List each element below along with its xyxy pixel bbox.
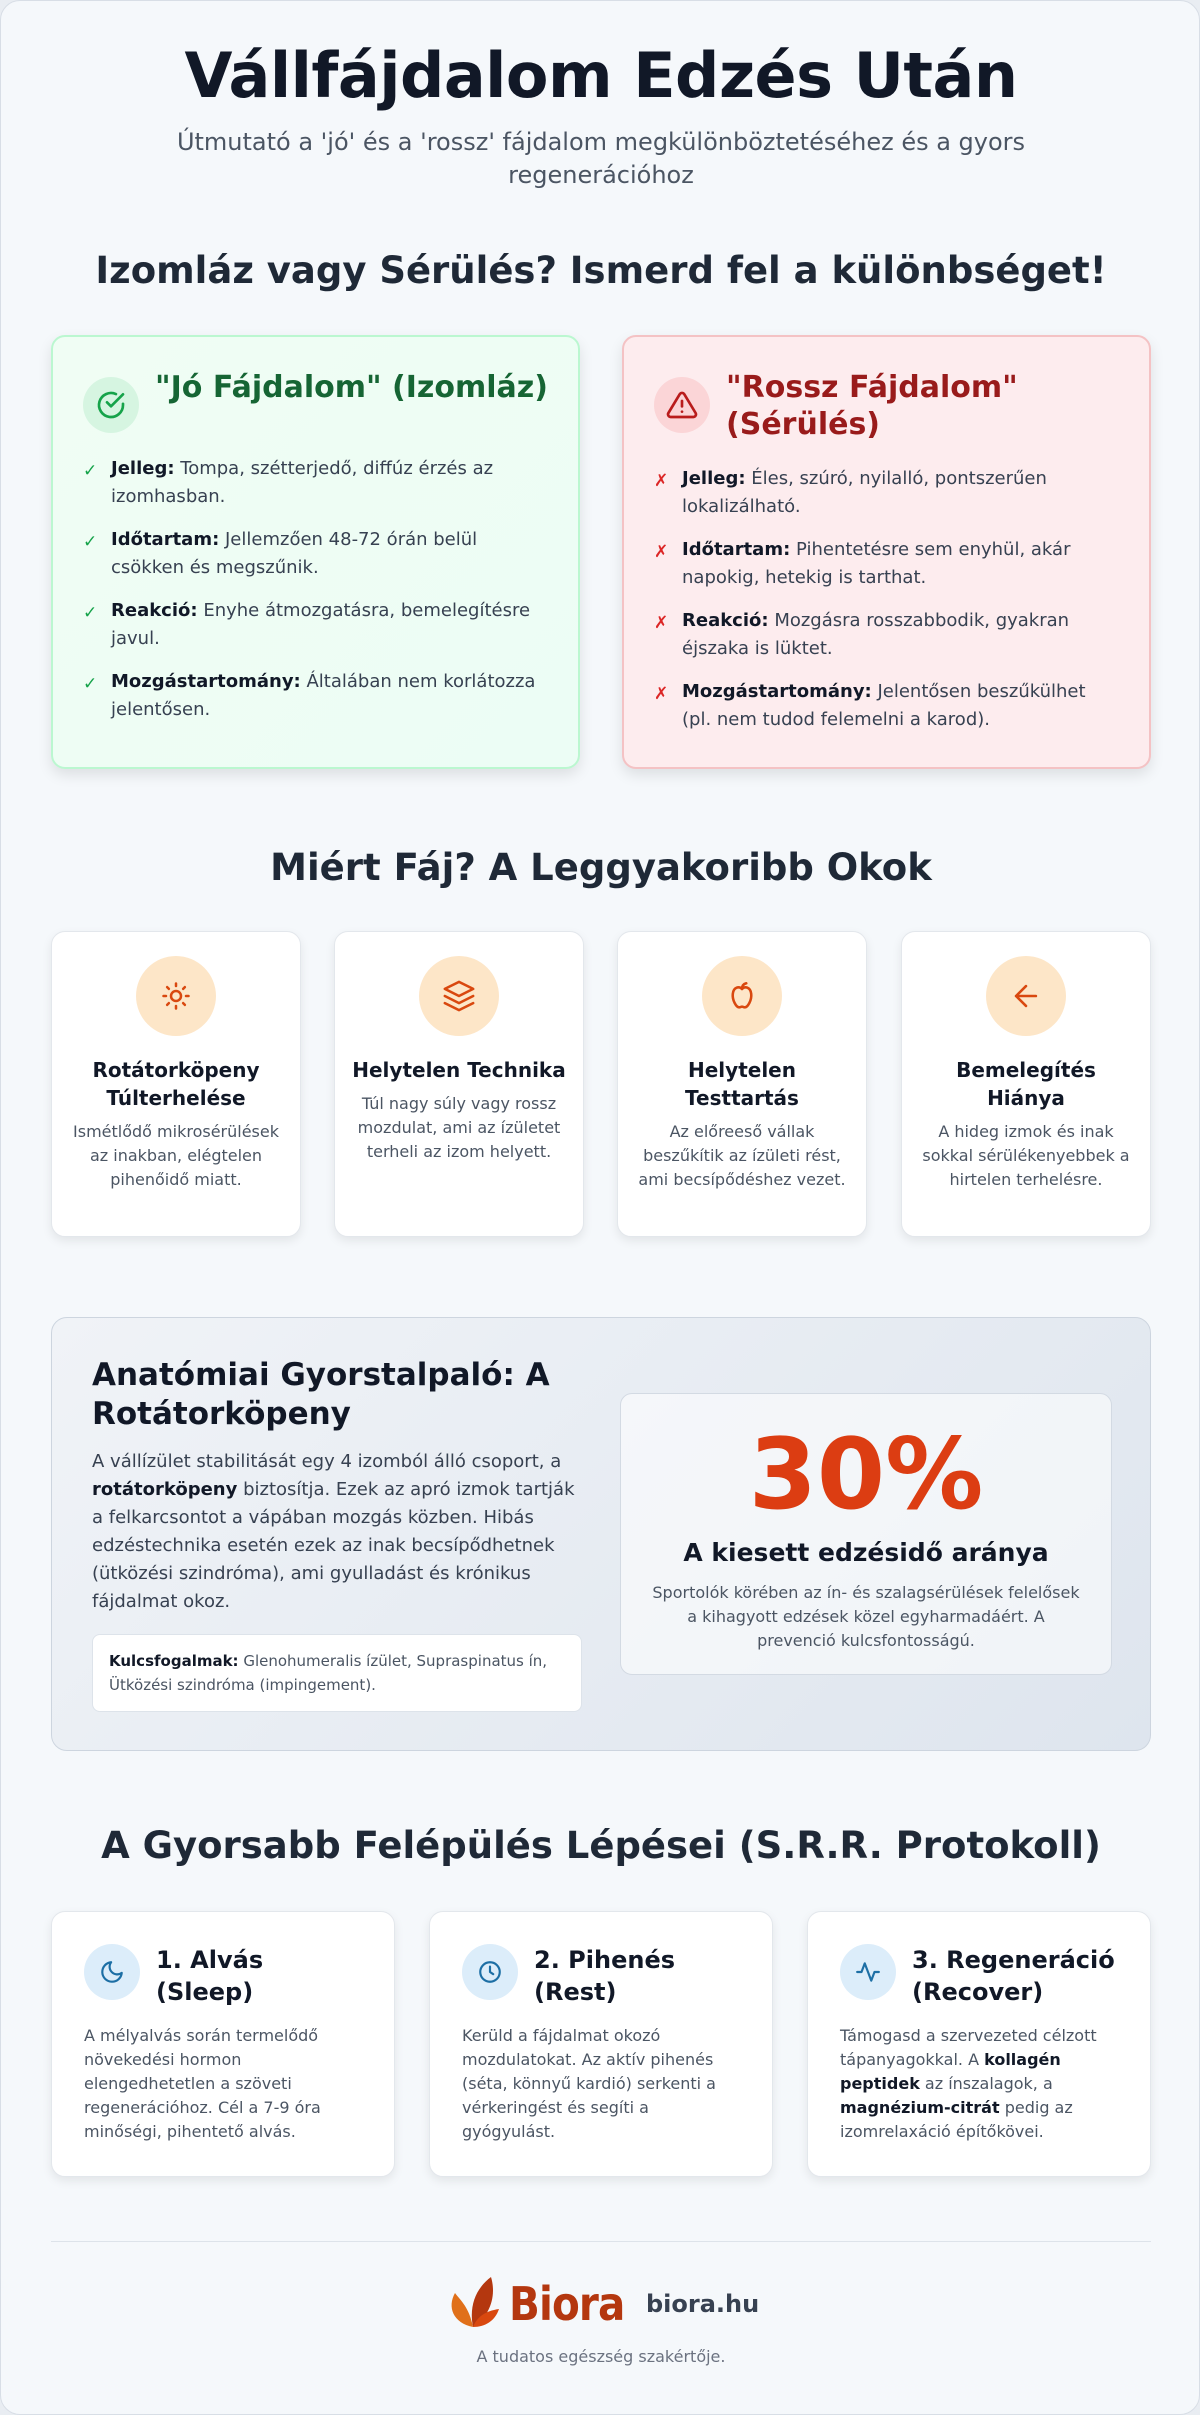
cause-card xyxy=(51,931,301,1237)
good-list-item xyxy=(83,668,548,724)
cause-title: Bemelegítés Hiánya xyxy=(956,1058,1096,1110)
anatomy-section xyxy=(51,1317,1151,1751)
cross-icon: ✗ xyxy=(654,542,669,562)
good-item-text: Jelleg: Tompa, szétterjedő, diffúz érzés az izomhasban. xyxy=(111,458,494,507)
bad-item-text: Mozgástartomány: Jelentősen beszűkülhet (pl. nem tudod felemelni a karod). xyxy=(682,681,1086,730)
stat-value: 30% xyxy=(748,1418,984,1532)
good-list-item xyxy=(83,597,548,653)
causes-section-title: Miért Fáj? A Leggyakoribb Okok xyxy=(270,846,932,889)
brand-url-link[interactable]: biora.hu xyxy=(645,2290,760,2318)
activity-icon xyxy=(840,1944,896,2000)
step-title: 3. Regeneráció (Recover) xyxy=(912,1946,1115,2006)
good-item-text: Mozgástartomány: Általában nem korlátozza jelentősen. xyxy=(111,671,536,720)
footer xyxy=(1,2271,1200,2366)
bad-list-item xyxy=(654,607,1119,663)
cause-card xyxy=(901,931,1151,1237)
leaf-logo-icon xyxy=(443,2271,505,2337)
good-list-item xyxy=(83,526,548,582)
cross-icon: ✗ xyxy=(654,471,669,491)
step-title: 1. Alvás (Sleep) xyxy=(156,1946,264,2006)
stat-text: Sportolók körében az ín- és szalagsérülések felelősek a kihagyott edzések közel egyharmadáért. A prevenció kulcsfontosságú. xyxy=(652,1583,1080,1650)
step-text: Támogasd a szervezeted célzott tápanyagokkal. A kollagén peptidek az ínszalagok, a magnézium-citrát pedig az izomrelaxáció építőkövei. xyxy=(840,2026,1097,2141)
bad-list-item xyxy=(654,678,1119,734)
step-text: Kerüld a fájdalmat okozó mozdulatokat. Az aktív pihenés (séta, könnyű kardió) serkenti a vérkeringést és segíti a gyógyulást. xyxy=(462,2026,716,2141)
layers-icon xyxy=(419,956,499,1036)
cause-text: A hideg izmok és inak sokkal sérülékenyebbek a hirtelen terhelésre. xyxy=(922,1122,1130,1189)
stat-box xyxy=(620,1393,1112,1675)
cause-card xyxy=(334,931,584,1237)
cause-title: Helytelen Technika xyxy=(352,1058,566,1082)
page-subtitle: Útmutató a 'jó' és a 'rossz' fájdalom megkülönböztetéséhez és a gyors regenerációhoz xyxy=(176,128,1026,189)
arrow-left-icon xyxy=(986,956,1066,1036)
checkmark-icon: ✓ xyxy=(83,603,98,623)
bad-pain-list xyxy=(654,465,1119,734)
moon-icon xyxy=(84,1944,140,2000)
cross-icon: ✗ xyxy=(654,684,669,704)
bad-item-text: Reakció: Mozgásra rosszabbodik, gyakran éjszaka is lüktet. xyxy=(682,610,1070,659)
footer-divider xyxy=(51,2241,1151,2242)
cause-title: Helytelen Testtartás xyxy=(685,1058,799,1110)
check-circle-icon xyxy=(83,377,139,433)
checkmark-icon: ✓ xyxy=(83,532,98,552)
cause-text: Az előreeső vállak beszűkítik az ízületi rést, ami becsípődéshez vezet. xyxy=(638,1122,846,1189)
step-card-sleep xyxy=(51,1911,395,2177)
pain-section-title: Izomláz vagy Sérülés? Ismerd fel a különbséget! xyxy=(95,249,1107,292)
apple-icon xyxy=(702,956,782,1036)
key-concepts-box: Kulcsfogalmak: Glenohumeralis ízület, Supraspinatus ín, Ütközési szindróma (impingement). xyxy=(92,1634,582,1712)
step-title: 2. Pihenés (Rest) xyxy=(534,1946,675,2006)
good-item-text: Reakció: Enyhe átmozgatásra, bemelegítésre javul. xyxy=(111,600,531,649)
bad-item-text: Jelleg: Éles, szúró, nyilalló, pontszerűen lokalizálható. xyxy=(682,468,1047,517)
step-card-rest xyxy=(429,1911,773,2177)
steps-section-title: A Gyorsabb Felépülés Lépései (S.R.R. Protokoll) xyxy=(101,1824,1101,1867)
cause-text: Túl nagy súly vagy rossz mozdulat, ami az ízületet terheli az izom helyett. xyxy=(357,1094,561,1161)
cause-card xyxy=(617,931,867,1237)
sun-icon xyxy=(136,956,216,1036)
good-item-text: Időtartam: Jellemzően 48-72 órán belül csökken és megszűnik. xyxy=(111,529,478,578)
anatomy-text: A vállízület stabilitását egy 4 izomból álló csoport, a rotátorköpeny biztosítja. Ezek az apró izmok tartják a felkarcsontot a vápában mozgás közben. Hibás edzéstechnika esetén ezek az inak becsípődhetnek (ütközési szindróma), ami gyulladást és krónikus fájdalmat okoz. xyxy=(92,1451,575,1612)
bad-item-text: Időtartam: Pihentetésre sem enyhül, akár napokig, hetekig is tarthat. xyxy=(682,539,1071,588)
footer-tagline: A tudatos egészség szakértője. xyxy=(476,2347,726,2366)
step-card-recover xyxy=(807,1911,1151,2177)
header xyxy=(1,39,1200,192)
step-text: A mélyalvás során termelődő növekedési hormon elengedhetetlen a szöveti regenerációhoz. Cél a 7-9 óra minőségi, pihentető alvás. xyxy=(84,2026,321,2141)
good-pain-title: "Jó Fájdalom" (Izomláz) xyxy=(155,370,548,405)
page-title: Vállfájdalom Edzés Után xyxy=(184,39,1018,112)
brand-name: Biora xyxy=(508,2277,625,2331)
checkmark-icon: ✓ xyxy=(83,461,98,481)
cross-icon: ✗ xyxy=(654,613,669,633)
checkmark-icon: ✓ xyxy=(83,674,98,694)
good-pain-list xyxy=(83,455,548,724)
good-pain-card xyxy=(51,335,580,769)
cause-text: Ismétlődő mikrosérülések az inakban, elégtelen pihenőidő miatt. xyxy=(73,1122,279,1189)
warning-triangle-icon xyxy=(654,377,710,433)
anatomy-title: Anatómiai Gyorstalpaló: A Rotátorköpeny xyxy=(92,1357,550,1432)
cause-title: Rotátorköpeny Túlterhelése xyxy=(92,1058,260,1110)
bad-list-item xyxy=(654,465,1119,521)
bad-list-item xyxy=(654,536,1119,592)
bad-pain-title: "Rossz Fájdalom" (Sérülés) xyxy=(726,370,1018,442)
good-list-item xyxy=(83,455,548,511)
stat-label: A kiesett edzésidő aránya xyxy=(683,1538,1049,1567)
bad-pain-card xyxy=(622,335,1151,769)
clock-icon xyxy=(462,1944,518,2000)
